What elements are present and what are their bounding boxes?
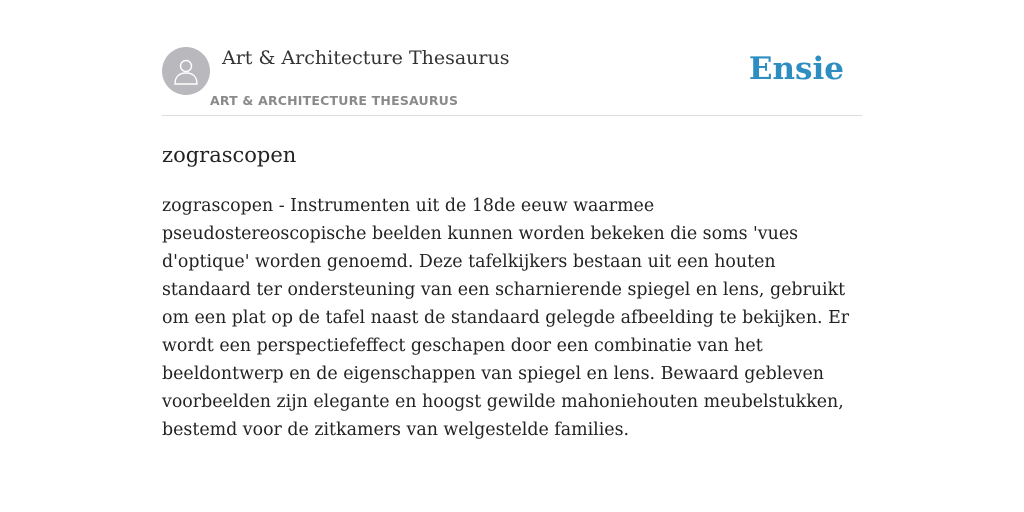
entry-term: zograscopen <box>162 143 297 167</box>
source-title-link[interactable]: Art & Architecture Thesaurus <box>222 47 510 69</box>
brand-logo[interactable]: Ensie <box>748 51 844 87</box>
entry-definition: zograscopen - Instrumenten uit de 18de eeuw waarmee pseudostereoscopische beelden kunnen worden bekeken die soms 'vues d'optique' worden genoemd. Deze tafelkijkers bestaan uit een houten standaard ter ondersteuning van een scharnierende spiegel en lens, gebruikt om een plat op de tafel naast de standaard gelegde afbeelding te bekijken. Er wordt een perspectiefeffect geschapen door een combinatie van het beeldontwerp en de eigenschappen van spiegel en lens. Bewaard gebleven voorbeelden zijn elegante en hoogst gewilde mahoniehouten meubelstukken, bestemd voor de zitkamers van welgestelde families. <box>162 196 850 440</box>
avatar[interactable] <box>162 47 210 95</box>
user-silhouette-icon <box>173 57 199 85</box>
definition-card <box>162 0 862 512</box>
source-subtitle-link[interactable]: ART & ARCHITECTURE THESAURUS <box>210 93 459 108</box>
card-header <box>162 0 862 116</box>
